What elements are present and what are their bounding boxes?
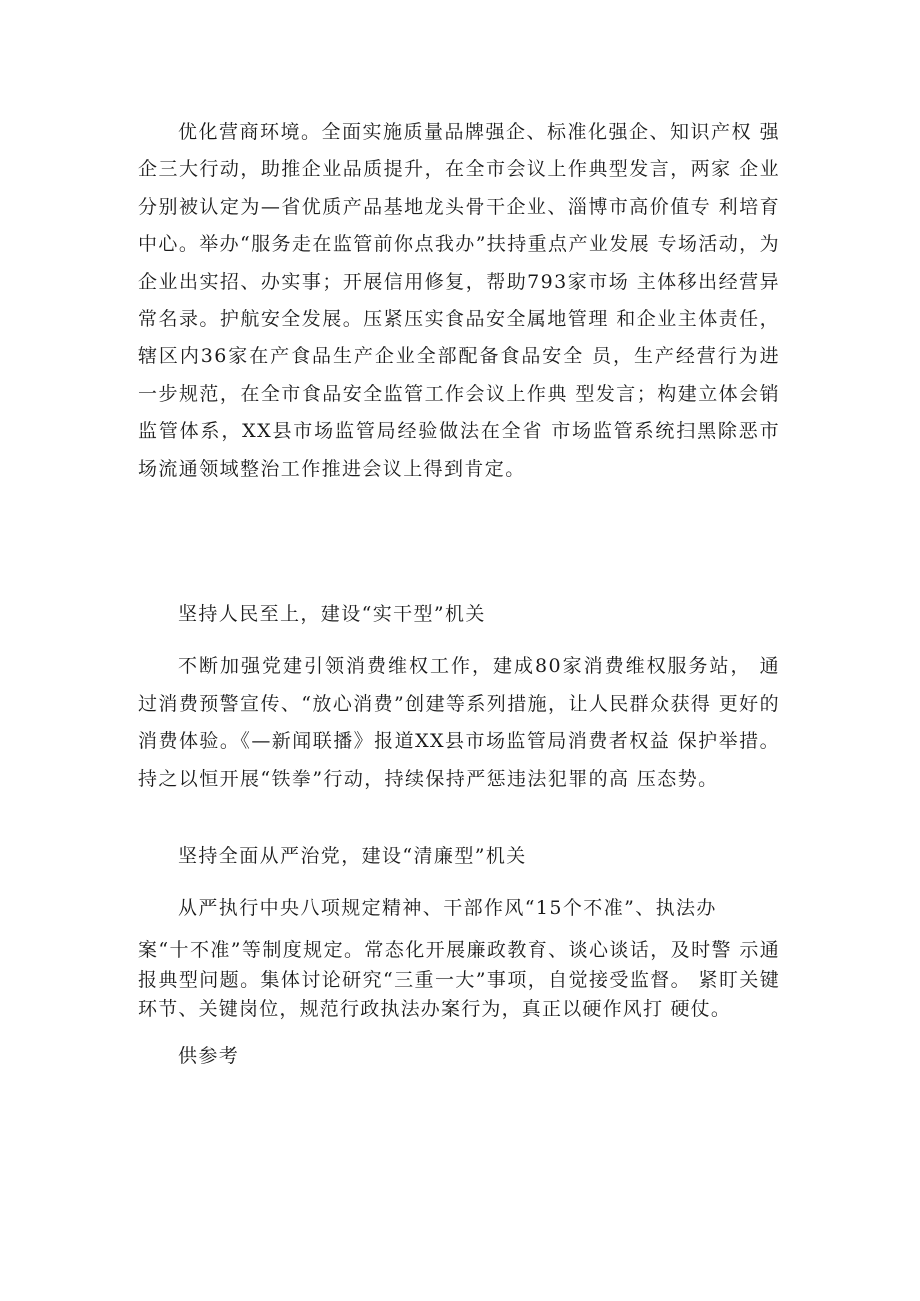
paragraph-consumer-rights: 不断加强党建引领消费维权工作，建成80家消费维权服务站， 通过消费预警宣传、“放心消费”创建等系列措施，让人民群众获得 更好的消费体验。《—新闻联播》报道XX县市场监管局消费者权益 保护举措。持之以恒开展“铁拳”行动，持续保持严惩违法犯罪的高 压态势。 [138, 655, 780, 790]
paragraph-discipline-rules: 案“十不准”等制度规定。常态化开展廉政教育、谈心谈话，及时警 示通报典型问题。集体讨论研究“三重一大”事项，自觉接受监督。 紧盯关键环节、关键岗位，规范行政执法办案行为，真正以硬作风打 硬仗。 [138, 939, 780, 1020]
section-heading-party-discipline: 坚持全面从严治党，建设“清廉型”机关 [178, 845, 527, 867]
section-heading-people-first: 坚持人民至上，建设“实干型”机关 [178, 603, 486, 625]
paragraph-business-environment: 优化营商环境。全面实施质量品牌强企、标准化强企、知识产权 强企三大行动，助推企业品质提升，在全市会议上作典型发言，两家 企业分别被认定为—省优质产品基地龙头骨干企业、淄博市高价值专 利培育中心。举办“服务走在监管前你点我办”扶持重点产业发展 专场活动，为企业出实招、办实事；开展信用修复，帮助793家市场 主体移出经营异常名录。护航安全发展。压紧压实食品安全属地管理 和企业主体责任，辖区内36家在产食品生产企业全部配备食品安全 员，生产经营行为进一步规范，在全市食品安全监管工作会议上作典 型发言；构建立体会销监管体系，XX县市场监管局经验做法在全省 市场监管系统扫黑除恶市场流通领域整治工作推进会议上得到肯定。 [138, 121, 780, 480]
closing-note: 供参考 [178, 1045, 240, 1067]
paragraph-discipline-rules-lead: 从严执行中央八项规定精神、干部作风“15个不准”、执法办 [178, 897, 717, 919]
